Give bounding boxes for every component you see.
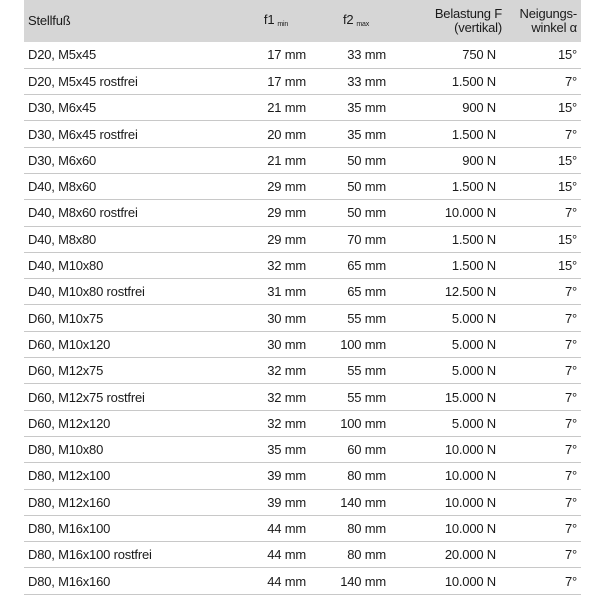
table-row bbox=[24, 95, 581, 121]
cell-load: 20.000 N bbox=[444, 547, 496, 563]
cell-f2-max: 140 mm bbox=[340, 494, 386, 510]
cell-name: D60, M12x120 bbox=[28, 415, 111, 431]
table-row bbox=[24, 436, 581, 462]
cell-load: 15.000 N bbox=[444, 389, 496, 405]
cell-f2-max: 80 mm bbox=[347, 547, 386, 563]
cell-f2-max: 35 mm bbox=[347, 100, 386, 116]
cell-f1-min: 30 mm bbox=[267, 310, 306, 326]
cell-f2-max: 80 mm bbox=[347, 468, 386, 484]
cell-f2-max: 35 mm bbox=[347, 126, 386, 142]
cell-f2-max: 55 mm bbox=[347, 389, 386, 405]
cell-f2-max: 80 mm bbox=[347, 520, 386, 536]
cell-angle: 15° bbox=[557, 152, 577, 168]
cell-angle: 7° bbox=[564, 494, 577, 510]
cell-load: 10.000 N bbox=[444, 494, 496, 510]
header-f1 bbox=[236, 0, 316, 42]
cell-f1-min: 21 mm bbox=[267, 152, 306, 168]
cell-f1-min: 32 mm bbox=[267, 363, 306, 379]
cell-angle: 7° bbox=[564, 73, 577, 89]
cell-name: D60, M10x75 bbox=[28, 310, 104, 326]
cell-f1-min: 44 mm bbox=[267, 520, 306, 536]
cell-f2-max: 50 mm bbox=[347, 179, 386, 195]
cell-name: D30, M6x60 bbox=[28, 152, 97, 168]
cell-f2-max: 65 mm bbox=[347, 284, 386, 300]
table-row bbox=[24, 358, 581, 384]
cell-angle: 15° bbox=[557, 47, 577, 63]
cell-load: 1.500 N bbox=[451, 73, 496, 89]
cell-load: 10.000 N bbox=[444, 205, 496, 221]
table-row bbox=[24, 331, 581, 357]
header-angle bbox=[506, 0, 581, 42]
cell-f1-min: 39 mm bbox=[267, 494, 306, 510]
cell-load: 1.500 N bbox=[451, 126, 496, 142]
cell-load: 10.000 N bbox=[444, 442, 496, 458]
table-row bbox=[24, 200, 581, 226]
cell-load: 900 N bbox=[462, 152, 496, 168]
cell-load: 5.000 N bbox=[451, 336, 496, 352]
cell-name: D40, M8x60 bbox=[28, 179, 97, 195]
header-f1-subscript: min bbox=[277, 20, 289, 28]
cell-load: 1.500 N bbox=[451, 231, 496, 247]
cell-f2-max: 50 mm bbox=[347, 205, 386, 221]
cell-load: 750 N bbox=[462, 47, 496, 63]
cell-angle: 15° bbox=[557, 100, 577, 116]
cell-angle: 15° bbox=[557, 179, 577, 195]
cell-f1-min: 39 mm bbox=[267, 468, 306, 484]
table-row bbox=[24, 68, 581, 94]
table-row bbox=[24, 384, 581, 410]
cell-f1-min: 44 mm bbox=[267, 573, 306, 589]
table-row bbox=[24, 463, 581, 489]
cell-angle: 7° bbox=[564, 363, 577, 379]
cell-name: D40, M10x80 bbox=[28, 258, 104, 274]
cell-f2-max: 33 mm bbox=[347, 73, 386, 89]
cell-angle: 7° bbox=[564, 284, 577, 300]
cell-name: D40, M10x80 rostfrei bbox=[28, 284, 145, 300]
cell-f1-min: 31 mm bbox=[267, 284, 306, 300]
table-row bbox=[24, 226, 581, 252]
table-row bbox=[24, 542, 581, 568]
cell-f1-min: 17 mm bbox=[267, 73, 306, 89]
cell-f1-min: 17 mm bbox=[267, 47, 306, 63]
cell-load: 5.000 N bbox=[451, 415, 496, 431]
cell-name: D20, M5x45 bbox=[28, 47, 97, 63]
header-name bbox=[24, 0, 236, 42]
header-f2 bbox=[316, 0, 396, 42]
cell-f2-max: 55 mm bbox=[347, 310, 386, 326]
cell-name: D80, M12x100 bbox=[28, 468, 111, 484]
table-row bbox=[24, 568, 581, 594]
cell-angle: 7° bbox=[564, 520, 577, 536]
cell-f2-max: 50 mm bbox=[347, 152, 386, 168]
header-angle-line1: Neigungs- bbox=[519, 6, 577, 21]
cell-name: D80, M16x160 bbox=[28, 573, 111, 589]
table-header bbox=[24, 0, 581, 42]
cell-load: 1.500 N bbox=[451, 179, 496, 195]
cell-angle: 7° bbox=[564, 573, 577, 589]
cell-f2-max: 33 mm bbox=[347, 47, 386, 63]
table-row bbox=[24, 410, 581, 436]
cell-f2-max: 60 mm bbox=[347, 442, 386, 458]
cell-load: 5.000 N bbox=[451, 363, 496, 379]
cell-name: D80, M16x100 bbox=[28, 520, 111, 536]
cell-angle: 7° bbox=[564, 389, 577, 405]
header-angle-line2: winkel α bbox=[531, 20, 577, 35]
spec-table-container bbox=[24, 0, 581, 595]
cell-f1-min: 20 mm bbox=[267, 126, 306, 142]
table-row bbox=[24, 173, 581, 199]
table-row bbox=[24, 252, 581, 278]
cell-f2-max: 70 mm bbox=[347, 231, 386, 247]
cell-load: 10.000 N bbox=[444, 468, 496, 484]
spec-table bbox=[24, 0, 581, 595]
cell-angle: 7° bbox=[564, 468, 577, 484]
cell-f1-min: 44 mm bbox=[267, 547, 306, 563]
table-row bbox=[24, 121, 581, 147]
cell-load: 900 N bbox=[462, 100, 496, 116]
cell-angle: 7° bbox=[564, 126, 577, 142]
cell-name: D80, M12x160 bbox=[28, 494, 111, 510]
cell-f1-min: 35 mm bbox=[267, 442, 306, 458]
header-f2-label: f2 bbox=[342, 11, 354, 27]
header-f2-subscript: max bbox=[356, 20, 370, 28]
header-f1-label: f1 bbox=[263, 11, 275, 27]
table-row bbox=[24, 279, 581, 305]
cell-f1-min: 30 mm bbox=[267, 336, 306, 352]
cell-load: 10.000 N bbox=[444, 520, 496, 536]
cell-f2-max: 65 mm bbox=[347, 258, 386, 274]
cell-angle: 7° bbox=[564, 547, 577, 563]
cell-name: D40, M8x60 rostfrei bbox=[28, 205, 138, 221]
cell-f2-max: 100 mm bbox=[340, 415, 386, 431]
cell-angle: 7° bbox=[564, 310, 577, 326]
cell-f2-max: 100 mm bbox=[340, 336, 386, 352]
cell-angle: 15° bbox=[557, 231, 577, 247]
header-load-line1: Belastung F bbox=[434, 6, 502, 21]
cell-name: D80, M16x100 rostfrei bbox=[28, 547, 152, 563]
header-row bbox=[24, 0, 581, 42]
cell-name: D30, M6x45 rostfrei bbox=[28, 126, 138, 142]
cell-name: D60, M12x75 rostfrei bbox=[28, 389, 145, 405]
table-body bbox=[24, 42, 581, 594]
cell-load: 1.500 N bbox=[451, 258, 496, 274]
header-load bbox=[396, 0, 506, 42]
cell-name: D20, M5x45 rostfrei bbox=[28, 73, 138, 89]
cell-f1-min: 21 mm bbox=[267, 100, 306, 116]
cell-name: D60, M10x120 bbox=[28, 336, 111, 352]
cell-f2-max: 55 mm bbox=[347, 363, 386, 379]
table-row bbox=[24, 42, 581, 68]
table-row bbox=[24, 305, 581, 331]
header-load-line2: (vertikal) bbox=[454, 20, 502, 35]
cell-name: D30, M6x45 bbox=[28, 100, 97, 116]
cell-f2-max: 140 mm bbox=[340, 573, 386, 589]
cell-angle: 7° bbox=[564, 336, 577, 352]
table-row bbox=[24, 515, 581, 541]
cell-f1-min: 32 mm bbox=[267, 389, 306, 405]
cell-f1-min: 29 mm bbox=[267, 231, 306, 247]
cell-load: 10.000 N bbox=[444, 573, 496, 589]
cell-name: D80, M10x80 bbox=[28, 442, 104, 458]
table-row bbox=[24, 147, 581, 173]
cell-name: D40, M8x80 bbox=[28, 231, 97, 247]
header-name-label: Stellfuß bbox=[28, 13, 71, 28]
cell-name: D60, M12x75 bbox=[28, 363, 104, 379]
cell-load: 12.500 N bbox=[444, 284, 496, 300]
cell-angle: 7° bbox=[564, 415, 577, 431]
table-row bbox=[24, 489, 581, 515]
cell-angle: 15° bbox=[557, 258, 577, 274]
cell-load: 5.000 N bbox=[451, 310, 496, 326]
cell-angle: 7° bbox=[564, 205, 577, 221]
cell-angle: 7° bbox=[564, 442, 577, 458]
cell-f1-min: 29 mm bbox=[267, 179, 306, 195]
cell-f1-min: 29 mm bbox=[267, 205, 306, 221]
cell-f1-min: 32 mm bbox=[267, 415, 306, 431]
cell-f1-min: 32 mm bbox=[267, 258, 306, 274]
